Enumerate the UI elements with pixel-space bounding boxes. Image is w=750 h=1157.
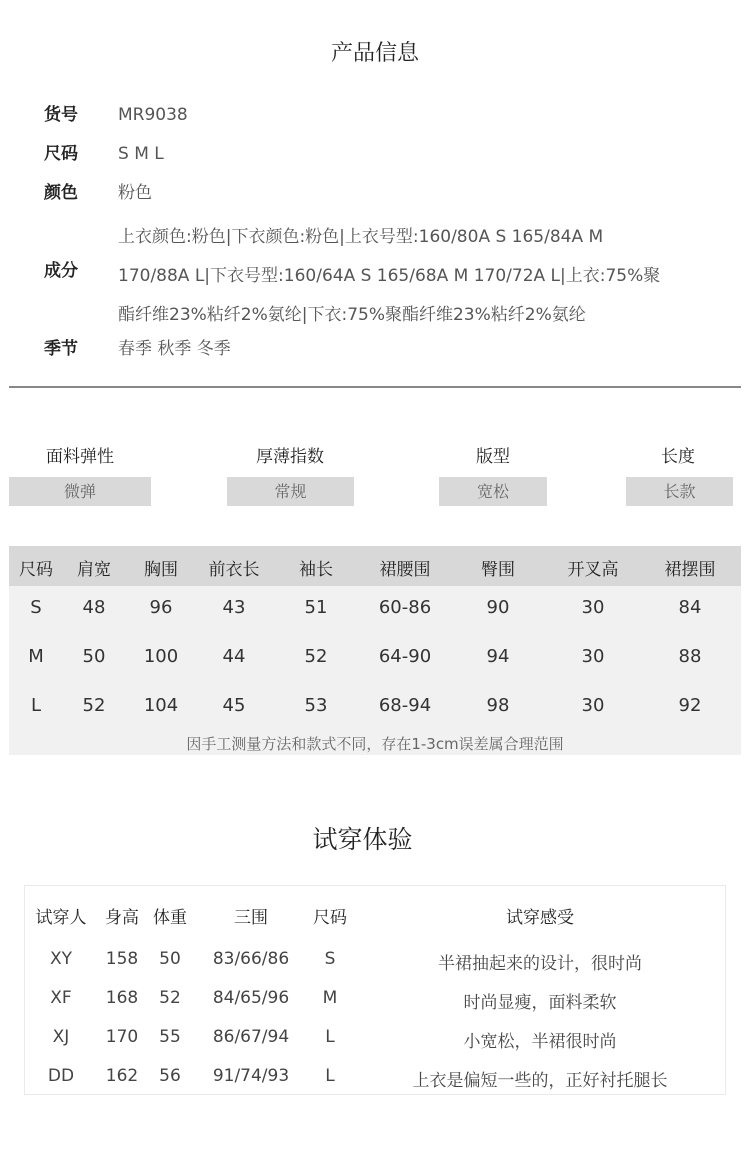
try-header-feedback: 试穿感受 — [506, 908, 574, 928]
try-row-xf-feedback: 时尚显瘦，面料柔软 — [463, 993, 617, 1013]
composition-line-3: 酯纤维23%粘纤2%氨纶|下衣:75%聚酯纤维23%粘纤2%氨纶 — [118, 305, 586, 325]
size-row-m-slit-height: 30 — [581, 646, 605, 667]
size-header-sleeve: 袖长 — [299, 560, 333, 580]
size-row-s-slit-height: 30 — [581, 597, 605, 618]
composition-line-1: 上衣颜色:粉色|下衣颜色:粉色|上衣号型:160/80A S 165/84A M — [118, 227, 604, 247]
composition-line-2: 170/88A L|下衣号型:160/64A S 165/68A M 170/72A L|上衣:75%聚 — [118, 266, 661, 286]
size-row-m-bust: 100 — [143, 646, 179, 667]
size-row-s-skirt-waist: 60-86 — [378, 597, 432, 618]
size-row-s-front-length: 43 — [222, 597, 246, 618]
attr-label-fit: 版型 — [476, 447, 510, 467]
size-row-l-size: L — [30, 695, 42, 716]
size-header-bust: 胸围 — [144, 560, 178, 580]
try-row-dd-feedback: 上衣是偏短一些的，正好衬托腿长 — [412, 1071, 668, 1091]
attr-label-thickness: 厚薄指数 — [256, 447, 324, 467]
product-info-title: 产品信息 — [330, 41, 419, 66]
size-row-s-size: S — [30, 597, 42, 618]
try-header-weight: 体重 — [153, 908, 187, 928]
season-value: 春季 秋季 冬季 — [118, 339, 231, 359]
size-row-m-front-length: 44 — [222, 646, 246, 667]
size-row-s-sleeve: 51 — [304, 597, 328, 618]
try-row-xy-weight: 50 — [159, 949, 181, 969]
try-row-xf-height: 168 — [105, 988, 139, 1008]
attr-label-length: 长度 — [661, 447, 695, 467]
size-row-l-bust: 104 — [143, 695, 179, 716]
size-header-shoulder: 肩宽 — [77, 560, 111, 580]
size-label: 尺码 — [44, 144, 78, 164]
try-header-size: 尺码 — [313, 908, 347, 928]
size-header-size: 尺码 — [19, 560, 53, 580]
attr-label-elasticity: 面料弹性 — [46, 447, 114, 467]
measurement-note: 因手工测量方法和款式不同，存在1-3cm误差属合理范围 — [186, 735, 564, 753]
try-row-xj-height: 170 — [105, 1027, 139, 1047]
try-header-tester: 试穿人 — [35, 908, 87, 928]
try-row-xy-size: S — [324, 949, 336, 969]
size-row-s-bust: 96 — [149, 597, 173, 618]
size-row-s-hip: 90 — [486, 597, 510, 618]
sku-value: MR9038 — [118, 105, 188, 125]
try-row-dd-measurements: 91/74/93 — [212, 1066, 290, 1086]
section-divider — [9, 386, 741, 388]
season-label: 季节 — [44, 339, 78, 359]
try-row-xy-feedback: 半裙抽起来的设计，很时尚 — [438, 954, 642, 974]
size-header-front-length: 前衣长 — [208, 560, 260, 580]
try-row-dd-size: L — [325, 1066, 335, 1086]
size-header-slit-height: 开叉高 — [567, 560, 619, 580]
size-row-s-shoulder: 48 — [82, 597, 106, 618]
try-row-xf-size: M — [322, 988, 338, 1008]
attr-value-elasticity: 微弹 — [9, 477, 151, 506]
color-label: 颜色 — [44, 183, 78, 203]
size-header-hem: 裙摆围 — [664, 560, 716, 580]
size-value: S M L — [118, 144, 164, 164]
try-on-title: 试穿体验 — [312, 825, 413, 854]
try-row-xf-tester: XF — [50, 988, 72, 1008]
sku-label: 货号 — [44, 105, 78, 125]
try-header-height: 身高 — [105, 908, 139, 928]
size-row-m-skirt-waist: 64-90 — [378, 646, 432, 667]
size-row-s-hem: 84 — [678, 597, 702, 618]
composition-label: 成分 — [44, 261, 78, 281]
size-row-m-sleeve: 52 — [304, 646, 328, 667]
size-row-m-hem: 88 — [678, 646, 702, 667]
try-row-xy-tester: XY — [49, 949, 73, 969]
try-row-xf-weight: 52 — [159, 988, 181, 1008]
try-row-xf-measurements: 84/65/96 — [212, 988, 290, 1008]
try-row-xj-measurements: 86/67/94 — [212, 1027, 290, 1047]
size-row-l-front-length: 45 — [222, 695, 246, 716]
size-row-l-sleeve: 53 — [304, 695, 328, 716]
color-value: 粉色 — [118, 183, 152, 203]
size-row-l-shoulder: 52 — [82, 695, 106, 716]
attr-value-length: 长款 — [626, 477, 733, 506]
size-header-skirt-waist: 裙腰围 — [379, 560, 431, 580]
try-row-xj-size: L — [325, 1027, 335, 1047]
size-row-l-skirt-waist: 68-94 — [378, 695, 432, 716]
size-row-m-shoulder: 50 — [82, 646, 106, 667]
size-header-hip: 臀围 — [481, 560, 515, 580]
try-row-dd-weight: 56 — [159, 1066, 181, 1086]
size-row-m-size: M — [28, 646, 44, 667]
try-row-xj-feedback: 小宽松，半裙很时尚 — [463, 1032, 617, 1052]
attr-value-fit: 宽松 — [439, 477, 547, 506]
try-row-dd-height: 162 — [105, 1066, 139, 1086]
attr-value-thickness: 常规 — [227, 477, 354, 506]
try-row-xj-tester: XJ — [52, 1027, 70, 1047]
try-header-measurements: 三围 — [234, 908, 268, 928]
try-row-xj-weight: 55 — [159, 1027, 181, 1047]
try-row-xy-measurements: 83/66/86 — [212, 949, 290, 969]
size-row-l-slit-height: 30 — [581, 695, 605, 716]
size-row-l-hip: 98 — [486, 695, 510, 716]
size-row-m-hip: 94 — [486, 646, 510, 667]
size-row-l-hem: 92 — [678, 695, 702, 716]
try-row-xy-height: 158 — [105, 949, 139, 969]
try-row-dd-tester: DD — [47, 1066, 75, 1086]
